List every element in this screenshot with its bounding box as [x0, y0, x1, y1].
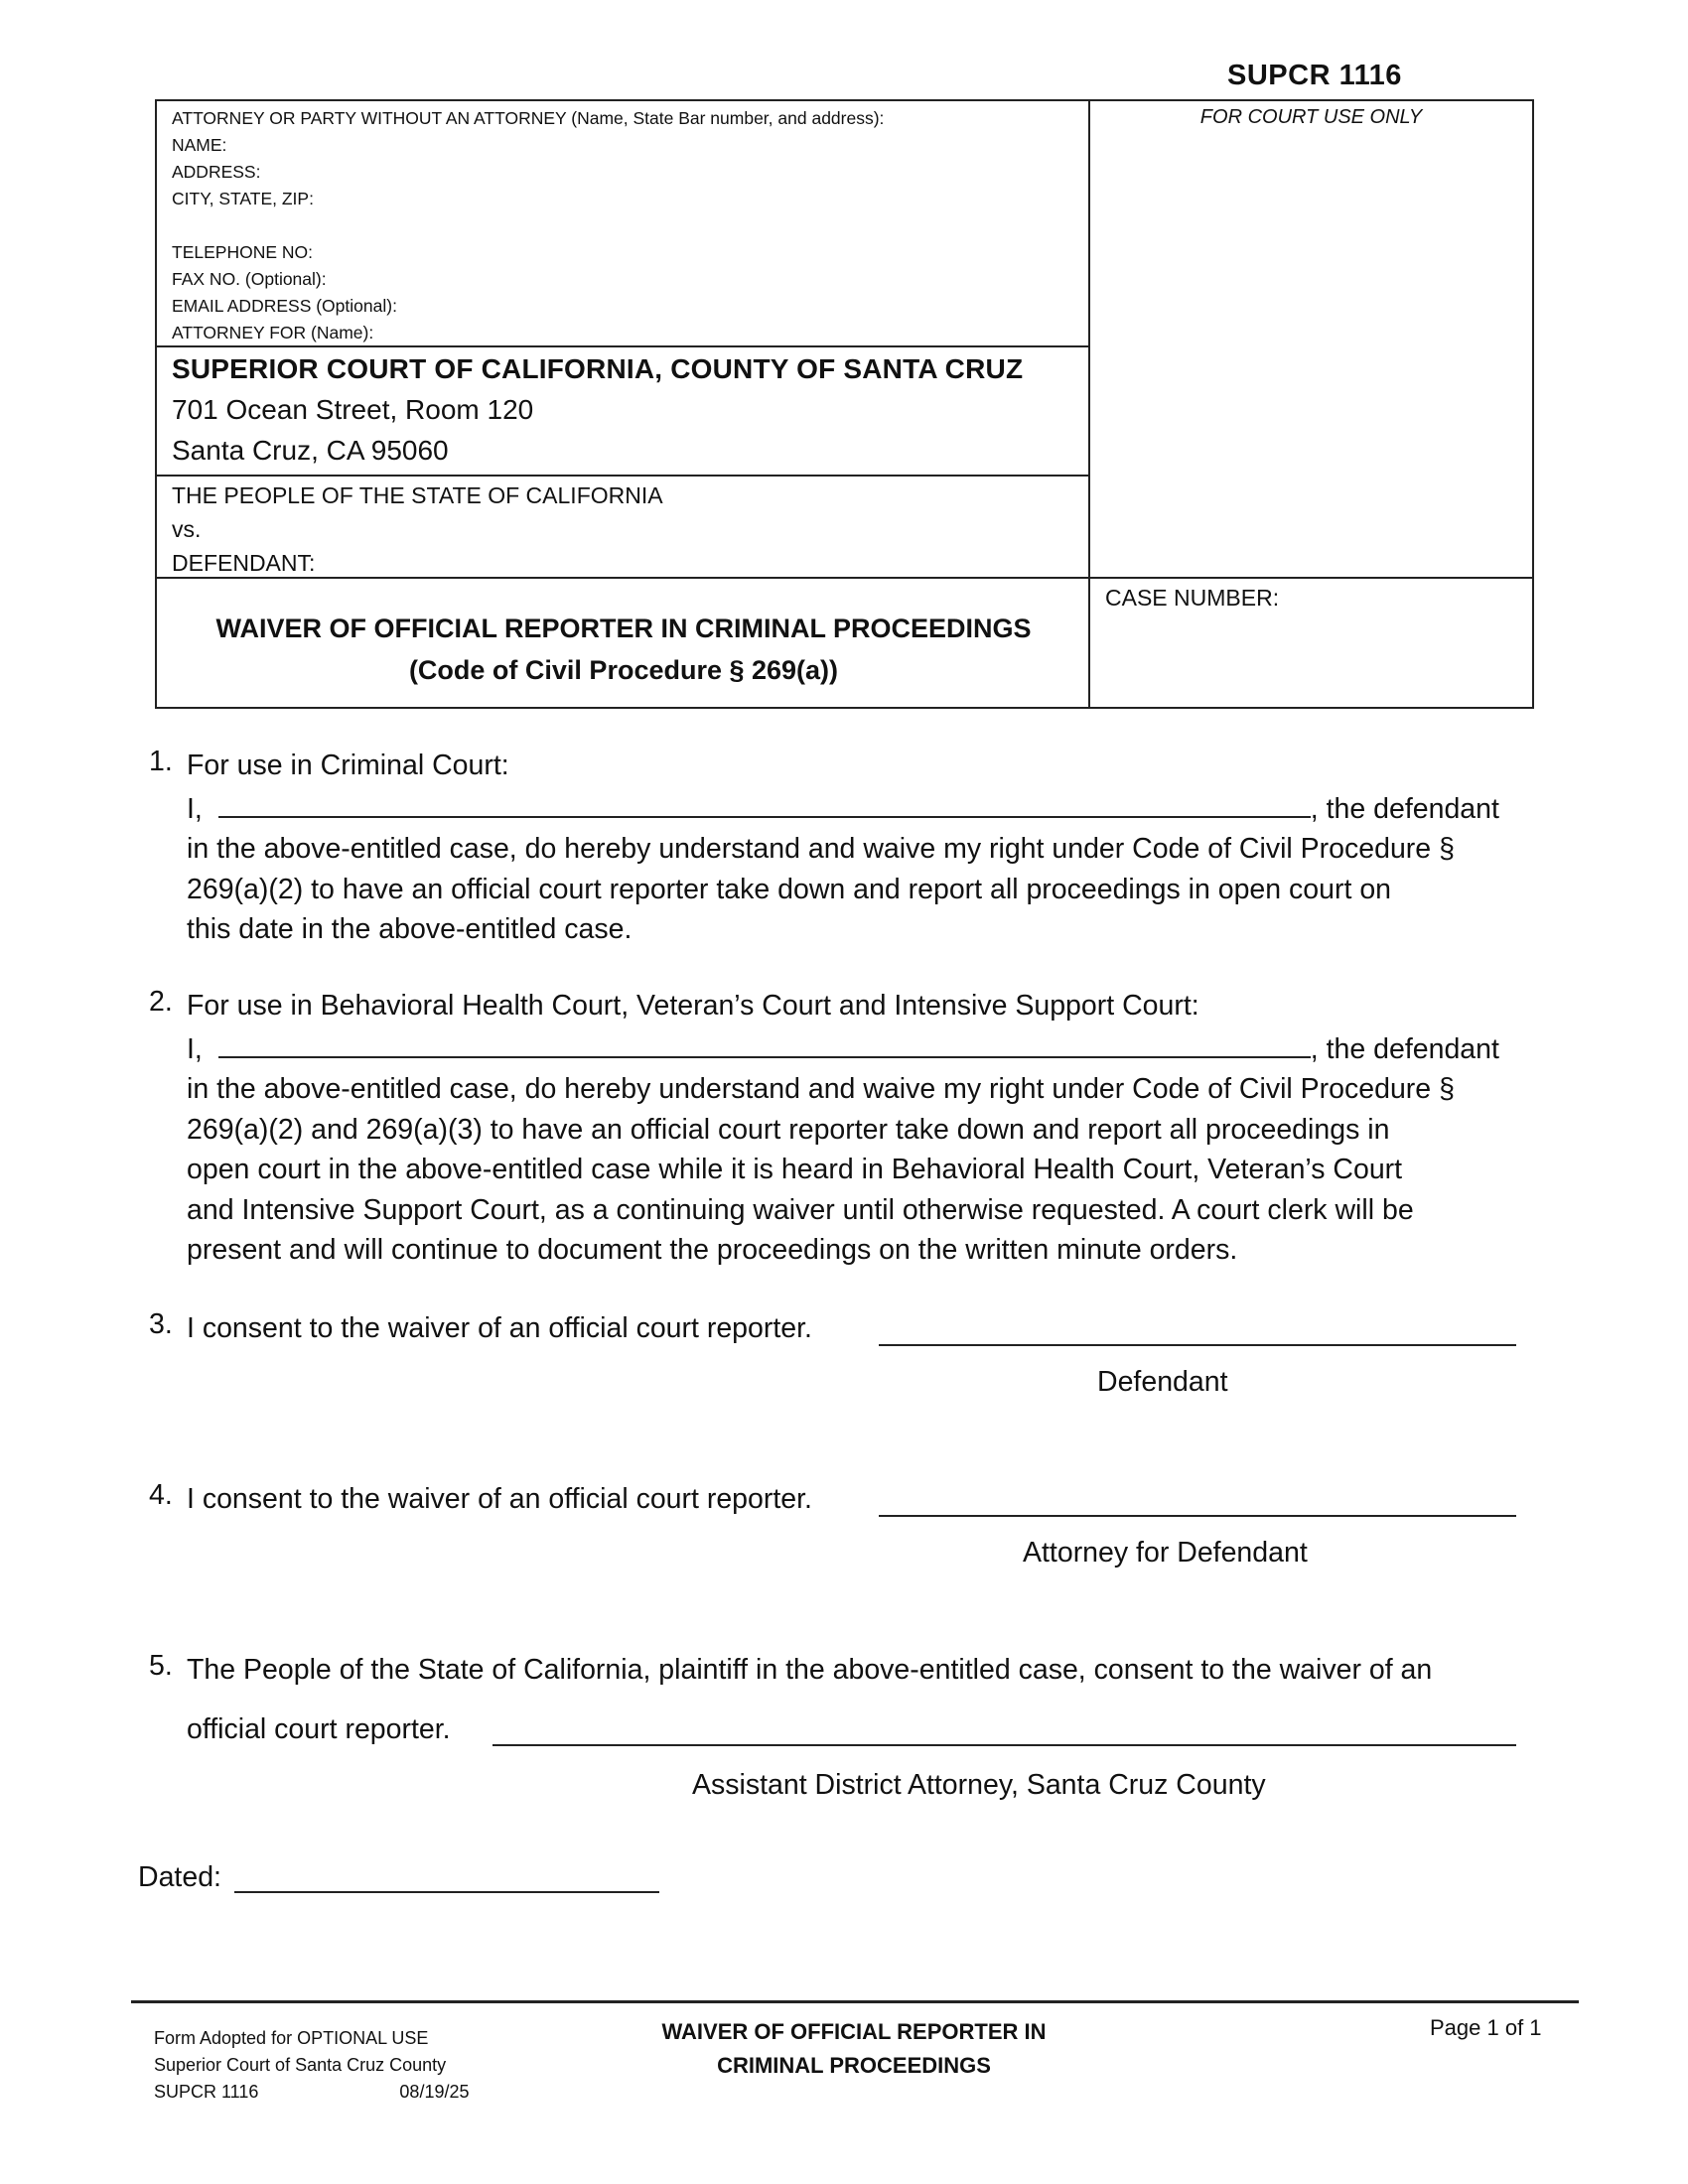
footer-title-line-1: WAIVER OF OFFICIAL REPORTER IN: [661, 2019, 1047, 2044]
defendant-signature-label: Defendant: [1097, 1366, 1228, 1398]
page-number: Page 1 of 1: [1430, 2015, 1542, 2040]
court-name: SUPERIOR COURT OF CALIFORNIA, COUNTY OF SANTA CRUZ: [172, 353, 1024, 384]
footer-form-code: SUPCR 1116: [154, 2082, 259, 2102]
footer-title: [596, 2015, 1112, 2083]
dated-label: Dated:: [138, 1861, 221, 1893]
parties-block: [172, 478, 663, 580]
footer-left: [154, 2025, 470, 2106]
item-2-heading: For use in Behavioral Health Court, Veteran’s Court and Intensive Support Court:: [187, 990, 1199, 1022]
item-1-text-line: 269(a)(2) to have an official court reporter take down and report all proceedings in open court on: [187, 873, 1392, 905]
defendant-suffix: , the defendant: [1310, 1032, 1499, 1065]
form-title: [157, 608, 1090, 691]
attorney-signature-label: Attorney for Defendant: [1023, 1537, 1308, 1569]
footer-revision-date: 08/19/25: [399, 2082, 470, 2102]
case-number-label: CASE NUMBER:: [1105, 585, 1280, 611]
court-address-line-1: 701 Ocean Street, Room 120: [172, 394, 534, 425]
form-id: SUPCR 1116: [1227, 60, 1402, 91]
attorney-header-label: ATTORNEY OR PARTY WITHOUT AN ATTORNEY (Name, State Bar number, and address):: [172, 108, 885, 128]
divider: [1090, 577, 1532, 579]
defendant-name-field[interactable]: [218, 1026, 1311, 1058]
versus-label: vs.: [172, 516, 202, 542]
item-1-heading: For use in Criminal Court:: [187, 750, 509, 781]
item-1-text-line: in the above-entitled case, do hereby understand and waive my right under Code of Civil Procedure §: [187, 833, 1455, 865]
item-number: 2.: [149, 986, 173, 1018]
footer-rule: [131, 2000, 1579, 2003]
attorney-telephone-label: TELEPHONE NO:: [172, 242, 313, 262]
i-label: I,: [187, 1032, 203, 1065]
attorney-info-block: [172, 105, 884, 346]
footer-court-label: Superior Court of Santa Cruz County: [154, 2055, 447, 2075]
attorney-name-label: NAME:: [172, 135, 227, 155]
attorney-email-label: EMAIL ADDRESS (Optional):: [172, 296, 397, 316]
footer-adopted-label: Form Adopted for OPTIONAL USE: [154, 2028, 429, 2048]
form-title-line-2: (Code of Civil Procedure § 269(a)): [408, 655, 839, 685]
court-use-only-label: FOR COURT USE ONLY: [1199, 106, 1423, 128]
item-4-text: I consent to the waiver of an official court reporter.: [187, 1483, 812, 1515]
attorney-address-label: ADDRESS:: [172, 162, 261, 182]
divider: [157, 577, 1088, 579]
item-1: [187, 746, 1577, 950]
item-2-text-line: 269(a)(2) and 269(a)(3) to have an official court reporter take down and report all proceedings in: [187, 1113, 1390, 1146]
attorney-for-label: ATTORNEY FOR (Name):: [172, 323, 374, 342]
item-2-text-line: and Intensive Support Court, as a continuing waiver until otherwise requested. A court clerk will be: [187, 1193, 1414, 1226]
defendant-label: DEFENDANT:: [172, 550, 316, 576]
item-number: 1.: [149, 746, 173, 777]
attorney-signature-line[interactable]: [879, 1515, 1516, 1517]
i-label: I,: [187, 792, 203, 825]
item-2-text-line: open court in the above-entitled case while it is heard in Behavioral Health Court, Veteran’s Court: [187, 1154, 1403, 1185]
defendant-name-field[interactable]: [218, 786, 1311, 818]
district-attorney-signature-line[interactable]: [492, 1744, 1516, 1746]
attorney-fax-label: FAX NO. (Optional):: [172, 269, 327, 289]
footer-title-line-2: CRIMINAL PROCEEDINGS: [717, 2053, 991, 2078]
item-2-text-line: present and will continue to document the proceedings on the written minute orders.: [187, 1234, 1238, 1266]
district-attorney-signature-label: Assistant District Attorney, Santa Cruz County: [692, 1769, 1266, 1801]
item-2-text-line: in the above-entitled case, do hereby understand and waive my right under Code of Civil Procedure §: [187, 1073, 1455, 1105]
item-1-text-line: this date in the above-entitled case.: [187, 913, 633, 945]
divider: [157, 475, 1088, 477]
date-field[interactable]: [234, 1891, 659, 1893]
court-block: [172, 349, 1023, 471]
item-number: 4.: [149, 1479, 173, 1511]
item-5-text-line-1: The People of the State of California, plaintiff in the above-entitled case, consent to the waiver of an: [187, 1654, 1433, 1686]
caption-right-column: [1090, 101, 1532, 707]
court-address-line-2: Santa Cruz, CA 95060: [172, 435, 449, 466]
item-5-text-line-2: official court reporter.: [187, 1713, 451, 1745]
defendant-suffix: , the defendant: [1310, 792, 1499, 825]
item-number: 3.: [149, 1308, 173, 1340]
attorney-city-label: CITY, STATE, ZIP:: [172, 189, 314, 208]
caption-left-column: [157, 101, 1090, 707]
item-number: 5.: [149, 1650, 173, 1682]
item-2: [187, 986, 1577, 1271]
defendant-signature-line[interactable]: [879, 1344, 1516, 1346]
divider: [157, 345, 1088, 347]
form-title-line-1: WAIVER OF OFFICIAL REPORTER IN CRIMINAL PROCEEDINGS: [215, 614, 1032, 643]
plaintiff-name: THE PEOPLE OF THE STATE OF CALIFORNIA: [172, 482, 663, 508]
caption-box: [155, 99, 1534, 709]
item-3-text: I consent to the waiver of an official court reporter.: [187, 1312, 812, 1344]
